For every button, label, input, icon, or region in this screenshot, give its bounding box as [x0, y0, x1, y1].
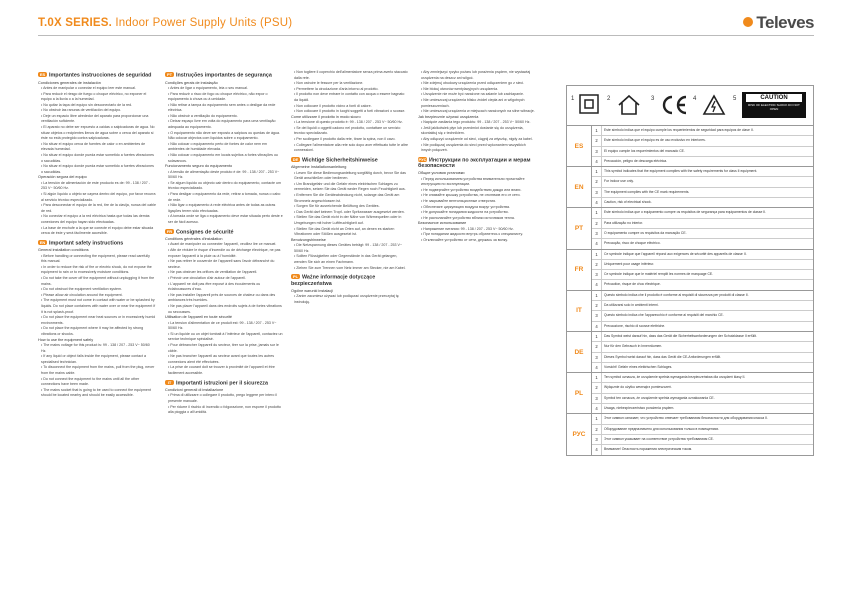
- symbol-description: This symbol indicates that the equipment complies with the safety requirements for class II equipment.: [604, 169, 758, 174]
- instruction-item: • Para desligar o equipamento da rede, retirar a tomada, nunca o cabo de rede.: [165, 192, 283, 203]
- symbol-description-row: [592, 280, 813, 289]
- instruction-item: • Si algún líquido u objeto se cayera dentro del equipo, por favor recurra al servicio técnico especializado.: [38, 192, 156, 203]
- instruction-item: • Para desconectar el equipo de la red, tire de la clavija, nunca del cable de red.: [38, 203, 156, 214]
- caution-sub-text: RISK OF ELECTRIC SHOCK DO NOT OPEN: [748, 103, 800, 111]
- symbols-language-block: [566, 332, 814, 373]
- symbol-number: 3: [592, 229, 602, 238]
- subsection-heading: Condiciones generales de instalación: [38, 80, 101, 85]
- symbols-panel: [566, 85, 814, 456]
- icon-number: 4: [693, 96, 697, 102]
- symbol-description: Da utilizzarsi solo in ambienti interni.: [604, 303, 659, 308]
- symbols-language-block: [566, 291, 814, 332]
- symbol-number: 1: [592, 167, 602, 176]
- symbol-description-row: [592, 136, 813, 146]
- symbol-description: Nur für den Gebrauch in Innenräumen.: [604, 344, 663, 349]
- symbol-description: Para utilização no interior.: [604, 220, 644, 225]
- subsection-heading: Benutzungshinweise: [291, 237, 326, 242]
- symbol-number: 4: [592, 280, 602, 289]
- symbol-description-row: [592, 167, 813, 177]
- instruction-item: • Nie umieszczaj urządzenia w miejscach narażonych na silne wibracje.: [418, 109, 536, 115]
- instruction-item: • Non collocare il prodotto in luoghi soggetti a forti vibrazioni o scosse.: [291, 109, 409, 115]
- instruction-item: • The mains voltage for this product is: 99 - 138 / 207 - 253 V~ 50/60 Hz.: [38, 343, 156, 354]
- symbol-description: Dieses Symbol weist darauf hin, dass das Gerät die CE-Anforderungen erfüllt.: [604, 354, 722, 359]
- icon-number: 1: [571, 96, 575, 102]
- symbol-number: 3: [592, 311, 602, 320]
- subsection-heading: Conditions générales d'installation: [165, 237, 223, 242]
- text-column-1: [38, 70, 156, 402]
- section-heading: [418, 157, 536, 170]
- section-heading: [38, 240, 156, 247]
- instruction-item: • Не допускайте попадания жидкости на устройство.: [418, 210, 536, 216]
- symbols-language-block: [566, 414, 814, 455]
- instruction-item: • Collegare l'alimentatore alla rete solo dopo aver effettuato tutte le altre connessioni.: [291, 143, 409, 154]
- symbol-number: 4: [592, 198, 602, 207]
- language-badge: PT: [166, 72, 173, 77]
- section-title: Wichtige Sicherheitshinweise: [302, 157, 378, 164]
- symbol-description-row: [592, 363, 813, 372]
- instruction-item: • La tension d'alimentation de ce produit est: 99 - 138 / 207 - 253 V~ 50/60 Hz.: [165, 321, 283, 332]
- symbol-description: Este símbolo indica que el equipo es de uso exclusivo en interiores.: [604, 138, 706, 143]
- section-heading: [38, 72, 156, 79]
- instruction-item: • Per ridurre il rischio di incendio o folgorazione, non esporre il prodotto alla pioggia o all'umidità.: [165, 405, 283, 416]
- symbol-number: 2: [592, 136, 602, 145]
- symbol-description: Ce symbole indique que le matériel remplit les normes de marquage CE.: [604, 272, 714, 277]
- language-badge: РУС: [418, 156, 427, 162]
- instruction-item: • Antes de ligar o equipamento, leia o seu manual.: [165, 86, 283, 92]
- symbol-description-row: [592, 270, 813, 280]
- instruction-item: • Die Netzspannung dieses Gerätes beträgt: 99 - 138 / 207 - 253 V~ 50/60 Hz.: [291, 243, 409, 254]
- instruction-item: • Do not take the cover off the equipment without unplugging it from the mains.: [38, 276, 156, 287]
- subsection-heading: Come utilizzare il prodotto in modo sicuro: [291, 114, 361, 119]
- symbol-description: Ten symbol oznacza, że urządzenie spełnia wymagania bezpieczeństwa dla urządzeń klasy II.: [604, 375, 746, 380]
- text-column-3: [291, 70, 409, 308]
- symbol-description-row: [592, 425, 813, 435]
- symbol-description: Precaución, peligro de descarga eléctrica.: [604, 158, 668, 163]
- instruction-item: • Before handling or connecting the equipment, please read carefully this manual.: [38, 254, 156, 265]
- instruction-item: • The equipment must not come in contact with water or be splashed by liquids. Do not place containers with water over or near the equipment if it is not splash-proof.: [38, 298, 156, 315]
- instruction-item: • La base de enchufe a la que se conecte el equipo debe estar situada cerca de éste y será fácilmente accesible.: [38, 226, 156, 237]
- language-code: PT: [567, 208, 592, 248]
- safety-section: [165, 229, 283, 377]
- instruction-item: • Ziehen Sie zum Trennen vom Netz immer am Stecker, nie am Kabel.: [291, 266, 409, 272]
- header-divider: [38, 35, 814, 36]
- section-heading: [165, 72, 283, 79]
- section-heading: [291, 157, 409, 164]
- subsection-heading: Allgemeine Installationsanleitung: [291, 165, 347, 170]
- symbol-number: 4: [592, 157, 602, 166]
- symbol-number: 3: [592, 435, 602, 444]
- instruction-item: • Urządzenie nie może być narażone na zalanie lub zachlapanie.: [418, 92, 536, 98]
- instruction-item: • Не закрывайте вентиляционные отверстия.: [418, 199, 536, 205]
- instruction-item: • Deixar espaço livre em volta do equipamento para uma ventilação adequada ao equipamento.: [165, 119, 283, 130]
- instruction-item: • If any liquid or object falls inside the equipment, please contact a specialised technician.: [38, 354, 156, 365]
- instruction-item: • Do not place the equipment where it may be affected by strong vibrations or shocks.: [38, 326, 156, 337]
- section-title: Инструкции по эксплуатации и мерам безопасности: [418, 157, 531, 170]
- safety-section: [291, 70, 409, 154]
- instruction-item: • Si un liquide ou un objet tombait à l'intérieur de l'appareil, contactez un service technique spécialisé.: [165, 332, 283, 343]
- symbol-description: Оборудование предназначено для использования только в помещениях.: [604, 426, 720, 431]
- instruction-item: • Non ostruire le fessure per la ventilazione.: [291, 81, 409, 87]
- instruction-item: • Ne pas installer l'appareil près de sources de chaleur ou dans des ambiances très humides.: [165, 293, 283, 304]
- symbol-description-row: [592, 353, 813, 363]
- brand-name: Televes: [756, 13, 814, 32]
- symbol-description-row: [592, 332, 813, 342]
- symbol-number: 3: [592, 270, 602, 279]
- symbol-description: O equipamento cumpre os requisitos da marcação CE.: [604, 230, 687, 235]
- symbol-description-row: [592, 383, 813, 393]
- instruction-item: • La tensión de alimentación de este producto es de: 99 - 138 / 207 - 253 V~ 50/60 Hz.: [38, 181, 156, 192]
- symbol-description: For indoor use only.: [604, 179, 634, 184]
- symbols-language-block: [566, 125, 814, 167]
- product-name: Indoor Power Supply Units (PSU): [115, 17, 293, 29]
- section-heading: [291, 274, 409, 287]
- symbol-description: Wyłącznie do użytku wewnątrz pomieszczeń.: [604, 385, 672, 390]
- symbol-description-row: [592, 239, 813, 248]
- instruction-item: • No situar el equipo donde pueda estar sometido a fuertes vibraciones o sacudidas.: [38, 164, 156, 175]
- symbol-number: 1: [592, 208, 602, 217]
- instruction-item: • O equipamento não deve ser exposto a salpicos ou quedas de água. Não colocar objectos com líquidos sobre o equipamento.: [165, 131, 283, 142]
- instruction-item: • No situar el equipo cerca de fuentes de calor o en ambientes de elevada humedad.: [38, 142, 156, 153]
- instruction-item: • Stellen Sie das Gerät nicht an Orten auf, an denen es starken Vibrationen oder Stößen ausgesetzt ist.: [291, 227, 409, 238]
- text-column-2: [165, 70, 283, 419]
- language-badge: FR: [166, 228, 173, 234]
- instruction-item: • Nie podłączaj urządzenia do sieci przed wykonaniem wszystkich innych połączeń.: [418, 143, 536, 154]
- language-badge: DE: [292, 156, 299, 162]
- instruction-item: • No conectar el equipo a la red eléctrica hasta que todas las demás conexiones del equipo hayan sido efectuadas.: [38, 214, 156, 225]
- symbol-number: 4: [592, 363, 602, 372]
- instruction-item: • Не подвергайте устройство воздействию дождя или влаги.: [418, 188, 536, 194]
- instruction-item: • Se dei liquidi o oggetti cadono nel prodotto, contattare un servizio tecnico specializzato.: [291, 126, 409, 137]
- instruction-item: • Il prodotto non deve entrare in contatto con acqua o essere bagnato da liquidi.: [291, 92, 409, 103]
- instruction-item: • Prima di utilizzare o collegare il prodotto, prego leggere per intero il presente manuale.: [165, 393, 283, 404]
- symbols-language-block: [566, 250, 814, 291]
- symbol-description-row: [592, 188, 813, 198]
- safety-section: [38, 240, 156, 399]
- instruction-item: • Aby zmniejszyć ryzyko pożaru lub porażenia prądem, nie wystawiaj urządzenia na deszcz ani wilgoć.: [418, 70, 536, 81]
- instruction-item: • Nie zdejmuj obudowy urządzenia przed odłączeniem go z sieci.: [418, 81, 536, 87]
- symbol-number: 3: [592, 188, 602, 197]
- brand-mark-icon: [743, 17, 753, 27]
- symbol-description-row: [592, 126, 813, 136]
- symbol-description: El equipo cumple los requerimientos del marcado CE.: [604, 148, 685, 153]
- safety-section: [291, 157, 409, 271]
- symbol-description-row: [592, 260, 813, 270]
- symbol-description-row: [592, 322, 813, 331]
- section-title: Importanti istruzioni per il sicurezza: [176, 380, 268, 387]
- caution-label-text: CAUTION: [746, 94, 802, 102]
- safety-section: [38, 72, 156, 237]
- class-ii-icon: [579, 94, 599, 116]
- symbol-description-row: [592, 177, 813, 187]
- symbol-number: 1: [592, 414, 602, 423]
- symbol-description-row: [592, 208, 813, 218]
- instruction-item: • Um Brandgefahr und die Gefahr eines elektrischen Schlages zu vermeiden, setzen Sie das Gerät weder Regen noch Feuchtigkeit aus.: [291, 182, 409, 193]
- symbol-description: Symbol ten oznacza, że urządzenie spełnia wymagania oznakowania CE.: [604, 395, 715, 400]
- instruction-item: • Das Gerät darf keinem Tropf- oder Spritzwasser ausgesetzt werden.: [291, 210, 409, 216]
- page-header: [0, 0, 842, 40]
- instruction-item: • Do not place the equipment near heat sources or in excessively humid environments.: [38, 315, 156, 326]
- ce-mark-icon: [660, 94, 688, 116]
- instruction-item: • Nie umieszczaj urządzenia blisko źródeł ciepła ani w wilgotnych pomieszczeniach.: [418, 98, 536, 109]
- symbol-icons-row: [566, 85, 814, 125]
- section-title: Important safety instructions: [49, 240, 124, 247]
- instruction-item: • Permettere la circolazione d'aria intorno al prodotto.: [291, 87, 409, 93]
- instruction-item: • In order to reduce the risk of fire or electric shock, do not expose the equipment to rain or to excessively moisture conditions.: [38, 265, 156, 276]
- instruction-item: • Sorgen Sie für ausreichende Belüftung des Gerätes.: [291, 204, 409, 210]
- instruction-item: • Ne pas obstruer les orifices de ventilation de l'appareil.: [165, 270, 283, 276]
- instruction-item: • Ne pas retirer le couvercle de l'appareil sans l'avoir débranché du secteur.: [165, 259, 283, 270]
- instruction-item: • Please allow air circulation around the equipment.: [38, 293, 156, 299]
- instruction-item: • Entfernen Sie die Geräteabdeckung nicht, solange das Gerät am Stromnetz angeschlossen ist.: [291, 193, 409, 204]
- symbol-description-row: [592, 373, 813, 383]
- instruction-item: • Se algum líquido ou objecto cair dentro do equipamento, contacte um técnico especializado.: [165, 181, 283, 192]
- language-code: EN: [567, 167, 592, 207]
- instruction-item: • Para reduzir o risco de fogo ou choque eléctrico, não expor o equipamento à chuva ou à umidade.: [165, 92, 283, 103]
- instruction-item: • Sollten Flüssigkeiten oder Gegenstände in das Gerät gelangen, wenden Sie sich an einen Fachmann.: [291, 254, 409, 265]
- instruction-item: • Отключайте устройство от сети, держась за вилку.: [418, 238, 536, 244]
- symbol-description: Precaução, risco de choque eléctrico.: [604, 241, 661, 246]
- symbol-description-row: [592, 342, 813, 352]
- symbol-description: The equipment complies with the CE mark requirements.: [604, 189, 690, 194]
- symbol-description: Vorsicht! Gefahr eines elektrischen Schlages.: [604, 364, 673, 369]
- instruction-item: • Stellen Sie das Gerät nicht in der Nähe von Wärmequellen oder in Umgebungen mit hoher Luftfeuchtigkeit auf.: [291, 215, 409, 226]
- instruction-item: • При попадании жидкости внутрь обратитесь к специалисту.: [418, 232, 536, 238]
- language-badge: PL: [292, 274, 299, 280]
- symbol-description: Ce symbole indique que l'appareil répond aux exigences de sécurité des appareils de classe II.: [604, 251, 747, 256]
- subsection-heading: Funcionamento seguro do equipamento: [165, 164, 233, 169]
- subsection-heading: Operación segura del equipo: [38, 175, 87, 180]
- brand-logo: [743, 13, 814, 33]
- symbols-language-block: [566, 167, 814, 208]
- symbol-description-row: [592, 291, 813, 301]
- instruction-item: • Não ligar o equipamento à rede eléctrica antes de todas as outras ligações terem sido efectuadas.: [165, 203, 283, 214]
- subsection-heading: Condizioni generali di installazione: [165, 388, 224, 393]
- symbol-number: 4: [592, 239, 602, 248]
- indoor-use-icon: [617, 94, 641, 116]
- instruction-item: • Afin de réduire le risque d'incendie ou de décharge électrique, ne pas exposer l'appareil à la pluie ou à l'humidité.: [165, 248, 283, 259]
- safety-section: [291, 274, 409, 305]
- instruction-item: • A tensão de alimentação deste produto é de: 99 - 138 / 207 - 253 V~ 50/60 Hz.: [165, 170, 283, 181]
- instruction-item: • La tensione di questo prodotto è: 99 - 138 / 207 - 253 V~ 50/60 Hz.: [291, 120, 409, 126]
- language-code: PL: [567, 373, 592, 413]
- symbol-description-row: [592, 394, 813, 404]
- symbol-description: Este símbolo indica que el equipo cumple los requerimientos de seguridad para equipos de clase II.: [604, 128, 754, 132]
- section-title: Consignes de sécurité: [176, 229, 234, 236]
- instruction-item: • Ne pas brancher l'appareil au secteur avant que toutes les autres connexions aient été effectuées.: [165, 354, 283, 365]
- symbols-table: [566, 125, 814, 456]
- section-heading: [165, 229, 283, 236]
- language-badge: IT: [165, 380, 174, 385]
- symbol-description: Precauzione, rischio di scosse elettriche.: [604, 323, 666, 328]
- symbol-number: 2: [592, 342, 602, 351]
- instruction-item: • Non togliere il coperchio dell'alimentatore senza prima averlo staccato dalla rete.: [291, 70, 409, 81]
- symbol-description: Questo simbolo indica che il prodotto è conforme ai requisiti di sicurezza per prodotti di classe II.: [604, 292, 749, 297]
- instruction-item: • No quitar la tapa del equipo sin desconectarlo de la red.: [38, 103, 156, 109]
- instruction-item: • Jeśli jakikolwiek płyn lub przedmiot dostanie się do urządzenia, skontaktuj się z technikiem.: [418, 126, 536, 137]
- subsection-heading: Utilisation de l'appareil en toute sécurité: [165, 315, 232, 320]
- symbol-description: Этот символ означает, что устройство отвечает требованиям безопасности для оборудования класса II.: [604, 416, 768, 421]
- symbol-description: Questo simbolo indica che l'apparecchio è conforme ai requisiti del marchio CE.: [604, 313, 724, 318]
- subsection-heading: How to use the equipment safely: [38, 337, 94, 342]
- symbols-language-block: [566, 208, 814, 249]
- instruction-item: • Lesen Sie diese Bedienungsanleitung sorgfältig durch, bevor Sie das Gerät anschließen oder bedienen.: [291, 171, 409, 182]
- symbol-description-row: [592, 157, 813, 166]
- instruction-item: • L'appareil ne doit pas être exposé à des écoulements ou éclaboussures d'eau.: [165, 282, 283, 293]
- subsection-heading: Безопасное использование: [418, 221, 467, 226]
- instruction-item: • Prévoir une circulation d'air autour de l'appareil.: [165, 276, 283, 282]
- instruction-item: • Não colocar o equipamento em locais sujeitos a fortes vibrações ou solavancos.: [165, 153, 283, 164]
- symbol-number: 4: [592, 445, 602, 454]
- instruction-item: • Deje un espacio libre alrededor del aparato para proporcionar una ventilación suficiente.: [38, 114, 156, 125]
- symbol-description-row: [592, 404, 813, 413]
- symbol-description-row: [592, 147, 813, 157]
- symbol-description-row: [592, 219, 813, 229]
- symbol-number: 1: [592, 291, 602, 300]
- symbol-number: 3: [592, 394, 602, 403]
- safety-section: [418, 70, 536, 154]
- icon-number: 5: [733, 96, 737, 102]
- symbol-description-row: [592, 229, 813, 239]
- language-badge: EN: [39, 239, 46, 245]
- symbol-description: Caution, risk of electrical shock.: [604, 200, 652, 205]
- symbol-number: 2: [592, 219, 602, 228]
- instruction-item: • No obstruir las ranuras de ventilación del equipo.: [38, 108, 156, 114]
- instruction-item: • Перед использованием устройства внимательно прочитайте инструкцию по эксплуатации.: [418, 177, 536, 188]
- subsection-heading: Condições gerais de instalação: [165, 80, 218, 85]
- section-title: Importantes instrucciones de seguridad: [49, 72, 152, 79]
- instruction-item: • Per scollegare il prodotto dalla rete, tirare la spina, non il cavo.: [291, 137, 409, 143]
- symbol-description-row: [592, 414, 813, 424]
- safety-section: [418, 157, 536, 244]
- instruction-item: • La prise de courant doit se trouver à proximité de l'appareil et être facilement accessible.: [165, 365, 283, 376]
- caution-label-icon: [742, 92, 806, 118]
- symbol-description: Uwaga, niebezpieczeństwo porażenia prądem.: [604, 406, 675, 411]
- warning-icon: [702, 94, 726, 116]
- subsection-heading: General installation conditions: [38, 248, 89, 253]
- symbol-description-row: [592, 311, 813, 321]
- symbol-number: 2: [592, 177, 602, 186]
- instruction-item: • To disconnect the equipment from the mains, pull from the plug, never from the mains cable.: [38, 365, 156, 376]
- instruction-item: • Avant de manipuler ou connecter l'appareil, veuillez lire ce manuel.: [165, 242, 283, 248]
- symbol-description-row: [592, 250, 813, 260]
- symbol-description: Précaution, risque de choc électrique.: [604, 282, 661, 287]
- language-code: IT: [567, 291, 592, 331]
- symbol-description-row: [592, 435, 813, 445]
- instruction-item: • Napięcie zasilania tego produktu: 99 - 138 / 207 - 253 V~ 50/60 Hz.: [418, 120, 536, 126]
- language-code: ES: [567, 126, 592, 166]
- language-code: РУС: [567, 414, 592, 454]
- symbol-description-row: [592, 301, 813, 311]
- subsection-heading: Общие условия установки: [418, 171, 465, 176]
- instruction-item: • Do not obstruct the equipment ventilation system.: [38, 287, 156, 293]
- symbol-number: 1: [592, 250, 602, 259]
- series-name: T.0X SERIES.: [38, 17, 112, 29]
- instruction-item: • The mains socket that is going to be used to connect the equipment should be located nearby and should be easily accessible.: [38, 388, 156, 399]
- symbol-number: 2: [592, 260, 602, 269]
- section-heading: [165, 380, 283, 387]
- instruction-item: • Не располагайте устройство вблизи источников тепла.: [418, 216, 536, 222]
- text-column-4: [418, 70, 536, 247]
- instruction-item: • Обеспечьте циркуляцию воздуха вокруг устройства.: [418, 205, 536, 211]
- instruction-item: • Non collocare il prodotto vicino a fonti di calore.: [291, 104, 409, 110]
- symbol-description-row: [592, 445, 813, 454]
- instruction-item: • Não retirar a tampa do equipamento sem antes o desligar da rede eléctrica.: [165, 103, 283, 114]
- symbol-description: Das Symbol weist darauf hin, dass das Gerät die Sicherheitsanforderungen der Schutzklasse II erfüllt.: [604, 333, 757, 338]
- instruction-item: • Para reducir el riesgo de fuego o choque eléctrico, no exponer el equipo a la lluvia o a la humedad.: [38, 92, 156, 103]
- safety-section: [165, 72, 283, 226]
- symbol-description: Este símbolo indica que o equipamento cumpre os requisitos de segurança para equipamentos de classe II.: [604, 210, 767, 215]
- icon-number: 3: [651, 96, 655, 102]
- symbol-number: 1: [592, 373, 602, 382]
- instruction-item: • Não obstruir a ventilação do equipamento.: [165, 114, 283, 120]
- symbol-number: 2: [592, 383, 602, 392]
- symbol-description: Uniquement pour usage intérieur.: [604, 261, 655, 266]
- document-title: [38, 17, 292, 29]
- symbol-number: 3: [592, 147, 602, 156]
- instruction-item: • Aby odłączyć urządzenie od sieci, ciągnij za wtyczkę, nigdy za kabel.: [418, 137, 536, 143]
- subsection-heading: Jak bezpiecznie używać urządzenia: [418, 114, 479, 119]
- symbol-description: Этот символ указывает на соответствие устройства требованиям CE.: [604, 436, 714, 441]
- instruction-item: • Ne pas placer l'appareil dans des endroits sujets à de fortes vibrations ou secousses.: [165, 304, 283, 315]
- icon-number: 2: [607, 96, 611, 102]
- safety-section: [165, 380, 283, 416]
- instruction-item: • Zanim zaczniesz używać lub podłączać urządzenie przeczytaj tę instrukcję.: [291, 294, 409, 305]
- instruction-item: • No situar el equipo donde pueda estar sometido a fuertes vibraciones o sacudidas.: [38, 153, 156, 164]
- symbol-number: 4: [592, 322, 602, 331]
- instruction-item: • A tomada onde se liga o equipamento deve estar situada perto deste e ser de fácil acesso.: [165, 214, 283, 225]
- symbol-description-row: [592, 198, 813, 207]
- instruction-item: • Do not connect the equipment to the mains until all the other connections have been made.: [38, 377, 156, 388]
- instruction-item: • Не снимайте крышку устройства, не отключив его от сети.: [418, 193, 536, 199]
- symbol-number: 4: [592, 404, 602, 413]
- instruction-item: • El aparato no debe ser expuesto a caídas o salpicaduras de agua. No situar objetos o recipientes llenos de agua sobre o cerca del aparato si éste no está protegido contra salpicaduras.: [38, 125, 156, 142]
- symbol-description: Внимание! Опасность поражения электрическим током.: [604, 447, 693, 452]
- instruction-item: • Напряжение питания: 99 - 138 / 207 - 253 V~ 50/60 Hz.: [418, 227, 536, 233]
- language-code: FR: [567, 250, 592, 290]
- symbols-language-block: [566, 373, 814, 414]
- symbol-number: 1: [592, 126, 602, 135]
- symbol-number: 3: [592, 353, 602, 362]
- instruction-item: • Não colocar o equipamento perto de fontes de calor nem em ambientes de humidade elevada.: [165, 142, 283, 153]
- instruction-item: • Nie blokuj otworów wentylacyjnych urządzenia.: [418, 87, 536, 93]
- symbol-number: 2: [592, 425, 602, 434]
- symbol-number: 2: [592, 301, 602, 310]
- instruction-item: • Antes de manipular o conectar el equipo leer este manual.: [38, 86, 156, 92]
- symbol-number: 1: [592, 332, 602, 341]
- instruction-item: • Pour débrancher l'appareil du secteur, tirer sur la prise, jamais sur le câble.: [165, 343, 283, 354]
- subsection-heading: Ogólne warunki instalacji: [291, 288, 333, 293]
- section-title: Ważne informacje dotyczące bezpieczeństwa: [291, 274, 376, 287]
- language-badge: ES: [39, 72, 46, 77]
- section-title: Instruções importantes de segurança: [176, 72, 272, 79]
- language-code: DE: [567, 332, 592, 372]
